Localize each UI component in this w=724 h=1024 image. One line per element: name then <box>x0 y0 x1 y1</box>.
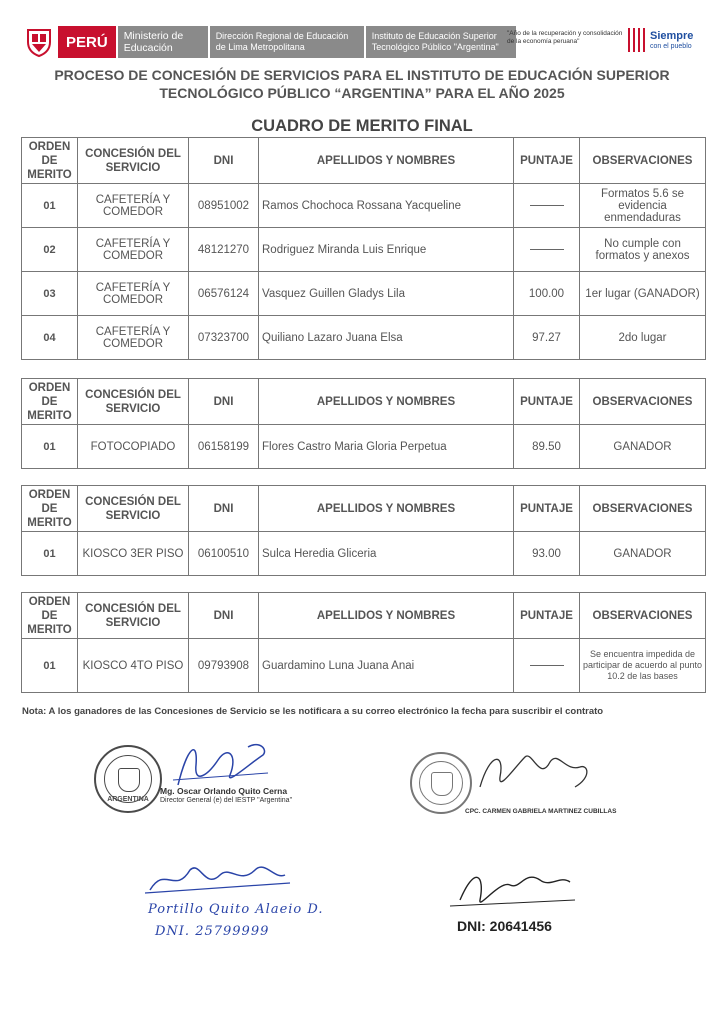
row-concesion: CAFETERÍA Y COMEDOR <box>78 228 189 272</box>
row-puntaje-empty <box>514 228 580 272</box>
document-title: PROCESO DE CONCESIÓN DE SERVICIOS PARA EL INSTITUTO DE EDUCACIÓN SUPERIOR TECNOLÓGICO PÚBLICO “ARGENTINA” PARA EL AÑO 2025 <box>54 67 670 101</box>
signature-2-icon <box>470 742 600 802</box>
col-puntaje: PUNTAJE <box>514 379 580 425</box>
table-row <box>22 272 706 316</box>
header-logos <box>24 24 516 60</box>
row-obs: 2do lugar <box>580 316 706 360</box>
col-dni: DNI <box>189 593 259 639</box>
col-orden: ORDEN DE MERITO <box>22 486 78 532</box>
table-header-row <box>22 379 706 425</box>
table-row <box>22 425 706 469</box>
table-header-row <box>22 593 706 639</box>
row-concesion: CAFETERÍA Y COMEDOR <box>78 184 189 228</box>
row-nombre: Vasquez Guillen Gladys Lila <box>259 272 514 316</box>
col-orden: ORDEN DE MERITO <box>22 138 78 184</box>
row-dni: 48121270 <box>189 228 259 272</box>
col-dni: DNI <box>189 486 259 532</box>
row-orden: 01 <box>22 532 78 576</box>
row-puntaje: 97.27 <box>514 316 580 360</box>
peru-shield-icon <box>24 26 54 58</box>
row-dni: 06100510 <box>189 532 259 576</box>
row-dni: 09793908 <box>189 639 259 693</box>
handwritten-name: Portillo Quito Alaeio D. <box>148 902 324 917</box>
table-row <box>22 316 706 360</box>
col-puntaje: PUNTAJE <box>514 138 580 184</box>
col-dni: DNI <box>189 379 259 425</box>
row-obs: Formatos 5.6 se evidencia enmendaduras <box>580 184 706 228</box>
row-puntaje: 100.00 <box>514 272 580 316</box>
col-orden: ORDEN DE MERITO <box>22 379 78 425</box>
col-concesion: CONCESIÓN DEL SERVICIO <box>78 593 189 639</box>
dash-line <box>530 205 564 206</box>
handwritten-dni: DNI. 25799999 <box>155 924 270 939</box>
flag-bars-icon <box>626 28 648 52</box>
signatory-2-name: CPC. CARMEN GABRIELA MARTINEZ CUBILLAS <box>465 808 617 815</box>
row-concesion: FOTOCOPIADO <box>78 425 189 469</box>
row-dni: 06158199 <box>189 425 259 469</box>
row-dni: 08951002 <box>189 184 259 228</box>
direccion-label: Dirección Regional de Educación de Lima Metropolitana <box>210 26 364 58</box>
siempre-logo <box>626 28 706 54</box>
row-obs: Se encuentra impedida de participar de acuerdo al punto 10.2 de las bases <box>580 639 706 693</box>
dash-line <box>530 665 564 666</box>
col-observaciones: OBSERVACIONES <box>580 138 706 184</box>
row-nombre: Ramos Chochoca Rossana Yacqueline <box>259 184 514 228</box>
row-concesion: CAFETERÍA Y COMEDOR <box>78 316 189 360</box>
col-puntaje: PUNTAJE <box>514 486 580 532</box>
signatory-4-dni: DNI: 20641456 <box>457 918 552 934</box>
institution-seal-icon <box>94 745 162 813</box>
merit-table-cafeteria <box>21 137 706 360</box>
col-observaciones: OBSERVACIONES <box>580 593 706 639</box>
table-row <box>22 228 706 272</box>
row-orden: 01 <box>22 184 78 228</box>
table-row <box>22 532 706 576</box>
table-row <box>22 184 706 228</box>
signatory-1-name: Mg. Oscar Orlando Quito Cerna <box>160 786 288 796</box>
row-obs: GANADOR <box>580 532 706 576</box>
col-puntaje: PUNTAJE <box>514 593 580 639</box>
table-header-row <box>22 138 706 184</box>
peru-label: PERÚ <box>58 26 116 58</box>
signature-3-icon <box>145 855 295 905</box>
dash-line <box>530 249 564 250</box>
signature-4-icon <box>450 860 580 915</box>
row-nombre: Quiliano Lazaro Juana Elsa <box>259 316 514 360</box>
row-nombre: Rodriguez Miranda Luis Enrique <box>259 228 514 272</box>
col-concesion: CONCESIÓN DEL SERVICIO <box>78 138 189 184</box>
row-puntaje: 93.00 <box>514 532 580 576</box>
merit-table-fotocopiado <box>21 378 706 469</box>
row-orden: 01 <box>22 425 78 469</box>
row-puntaje-empty <box>514 184 580 228</box>
col-concesion: CONCESIÓN DEL SERVICIO <box>78 379 189 425</box>
row-obs: No cumple con formatos y anexos <box>580 228 706 272</box>
row-nombre: Flores Castro Maria Gloria Perpetua <box>259 425 514 469</box>
col-concesion: CONCESIÓN DEL SERVICIO <box>78 486 189 532</box>
con-el-pueblo-text: con el pueblo <box>650 43 692 50</box>
row-concesion: KIOSCO 4TO PISO <box>78 639 189 693</box>
row-puntaje-empty <box>514 639 580 693</box>
table-row <box>22 639 706 693</box>
instituto-label: Instituto de Educación Superior Tecnológico Público "Argentina" <box>366 26 516 58</box>
row-orden: 04 <box>22 316 78 360</box>
signatory-1-role: Director General (e) del IESTP "Argentina" <box>160 797 293 804</box>
row-nombre: Guardamino Luna Juana Anai <box>259 639 514 693</box>
document-subtitle: CUADRO DE MERITO FINAL <box>251 117 473 135</box>
row-orden: 01 <box>22 639 78 693</box>
col-apellidos: APELLIDOS Y NOMBRES <box>259 593 514 639</box>
col-apellidos: APELLIDOS Y NOMBRES <box>259 486 514 532</box>
row-concesion: KIOSCO 3ER PISO <box>78 532 189 576</box>
row-obs: GANADOR <box>580 425 706 469</box>
row-dni: 07323700 <box>189 316 259 360</box>
row-orden: 02 <box>22 228 78 272</box>
merit-table-kiosco-3 <box>21 485 706 576</box>
col-observaciones: OBSERVACIONES <box>580 379 706 425</box>
row-dni: 06576124 <box>189 272 259 316</box>
row-nombre: Sulca Heredia Gliceria <box>259 532 514 576</box>
col-dni: DNI <box>189 138 259 184</box>
row-orden: 03 <box>22 272 78 316</box>
seal-text: ARGENTINA <box>107 796 149 803</box>
table-header-row <box>22 486 706 532</box>
col-apellidos: APELLIDOS Y NOMBRES <box>259 138 514 184</box>
siempre-text: Siempre <box>650 30 694 42</box>
institution-seal-2-icon <box>410 752 472 814</box>
row-obs: 1er lugar (GANADOR) <box>580 272 706 316</box>
ministerio-label: Ministerio de Educación <box>118 26 208 58</box>
merit-table-kiosco-4 <box>21 592 706 693</box>
year-motto: "Año de la recuperación y consolidación de la economía peruana" <box>507 30 623 45</box>
row-puntaje: 89.50 <box>514 425 580 469</box>
footnote: Nota: A los ganadores de las Concesiones de Servicio se les notificara a su correo electrónico la fecha para suscribir el contrato <box>22 706 604 717</box>
col-orden: ORDEN DE MERITO <box>22 593 78 639</box>
col-apellidos: APELLIDOS Y NOMBRES <box>259 379 514 425</box>
signatory-1 <box>160 786 292 806</box>
row-concesion: CAFETERÍA Y COMEDOR <box>78 272 189 316</box>
col-observaciones: OBSERVACIONES <box>580 486 706 532</box>
